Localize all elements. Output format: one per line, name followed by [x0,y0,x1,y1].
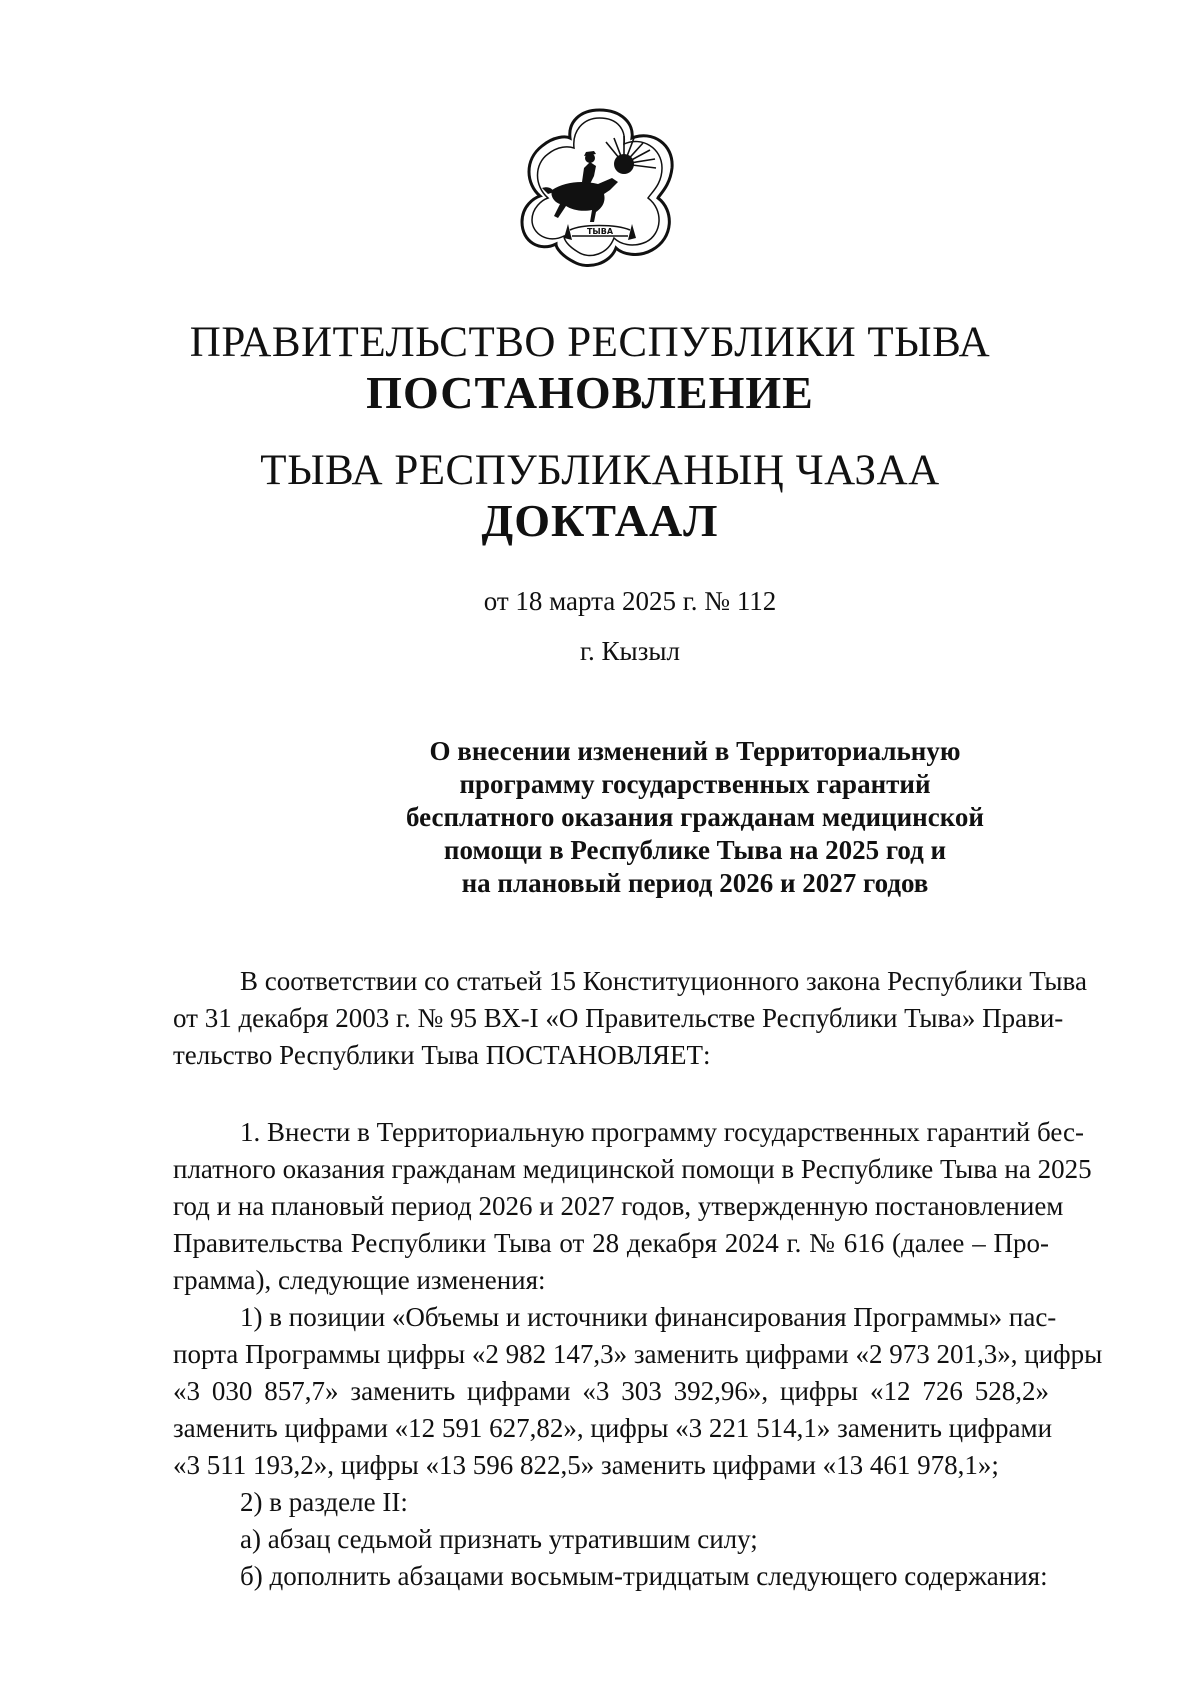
text-line: грамма), следующие изменения: [173,1265,546,1295]
text-line: Правительства Республики Тыва от 28 декабря 2024 г. № 616 (далее – Про- [173,1228,1049,1258]
subject-line: бесплатного оказания гражданам медицинской [406,802,984,832]
decree-city: г. Кызыл [580,636,680,666]
text-line: заменить цифрами «12 591 627,82», цифры «3 221 514,1» заменить цифрами [173,1413,1053,1443]
subject-line: О внесении изменений в Территориальную [429,736,961,766]
coat-of-arms-emblem [512,102,687,277]
subject-line: программу государственных гарантий [459,769,931,799]
emblem-ribbon-text: ТЫВА [586,227,614,236]
text-line: а) абзац седьмой признать утратившим силу; [240,1524,758,1554]
text-line: платного оказания гражданам медицинской помощи в Республике Тыва на 2025 [173,1154,1092,1184]
government-title-tuvan: ТЫВА РЕСПУБЛИКАНЫҢ ЧАЗАА [260,447,940,494]
text-line: В соответствии со статьей 15 Конституционного закона Республики Тыва [240,966,1087,996]
text-line: 2) в разделе II: [240,1487,408,1517]
decree-date-number: от 18 марта 2025 г. № 112 [483,586,777,616]
text-line: «3 511 193,2», цифры «13 596 822,5» заменить цифрами «13 461 978,1»; [173,1450,999,1480]
text-line: 1. Внести в Территориальную программу государственных гарантий бес- [240,1117,1085,1147]
decree-type-tuvan: ДОКТААЛ [481,495,719,546]
preamble-paragraph [173,963,1087,1074]
subject-line: помощи в Республике Тыва на 2025 год и [443,835,947,865]
text-line: б) дополнить абзацами восьмым-тридцатым следующего содержания: [240,1561,1048,1591]
text-line: порта Программы цифры «2 982 147,3» заменить цифрами «2 973 201,3», цифры [173,1339,1103,1369]
amendment-items [173,1114,1103,1595]
text-line: от 31 декабря 2003 г. № 95 ВХ-I «О Правительстве Республики Тыва» Прави- [173,1003,1064,1033]
subject-line: на плановый период 2026 и 2027 годов [461,868,929,898]
text-line: «3 030 857,7» заменить цифрами «3 303 392,96», цифры «12 726 528,2» [173,1376,1049,1406]
text-line: тельство Республики Тыва ПОСТАНОВЛЯЕТ: [173,1040,711,1070]
text-line: 1) в позиции «Объемы и источники финансирования Программы» пас- [240,1302,1057,1332]
text-line: год и на плановый период 2026 и 2027 годов, утвержденную постановлением [173,1191,1064,1221]
decree-subject [395,735,995,900]
government-title-russian: ПРАВИТЕЛЬСТВО РЕСПУБЛИКИ ТЫВА [189,319,991,366]
decree-type-russian: ПОСТАНОВЛЕНИЕ [366,367,814,418]
